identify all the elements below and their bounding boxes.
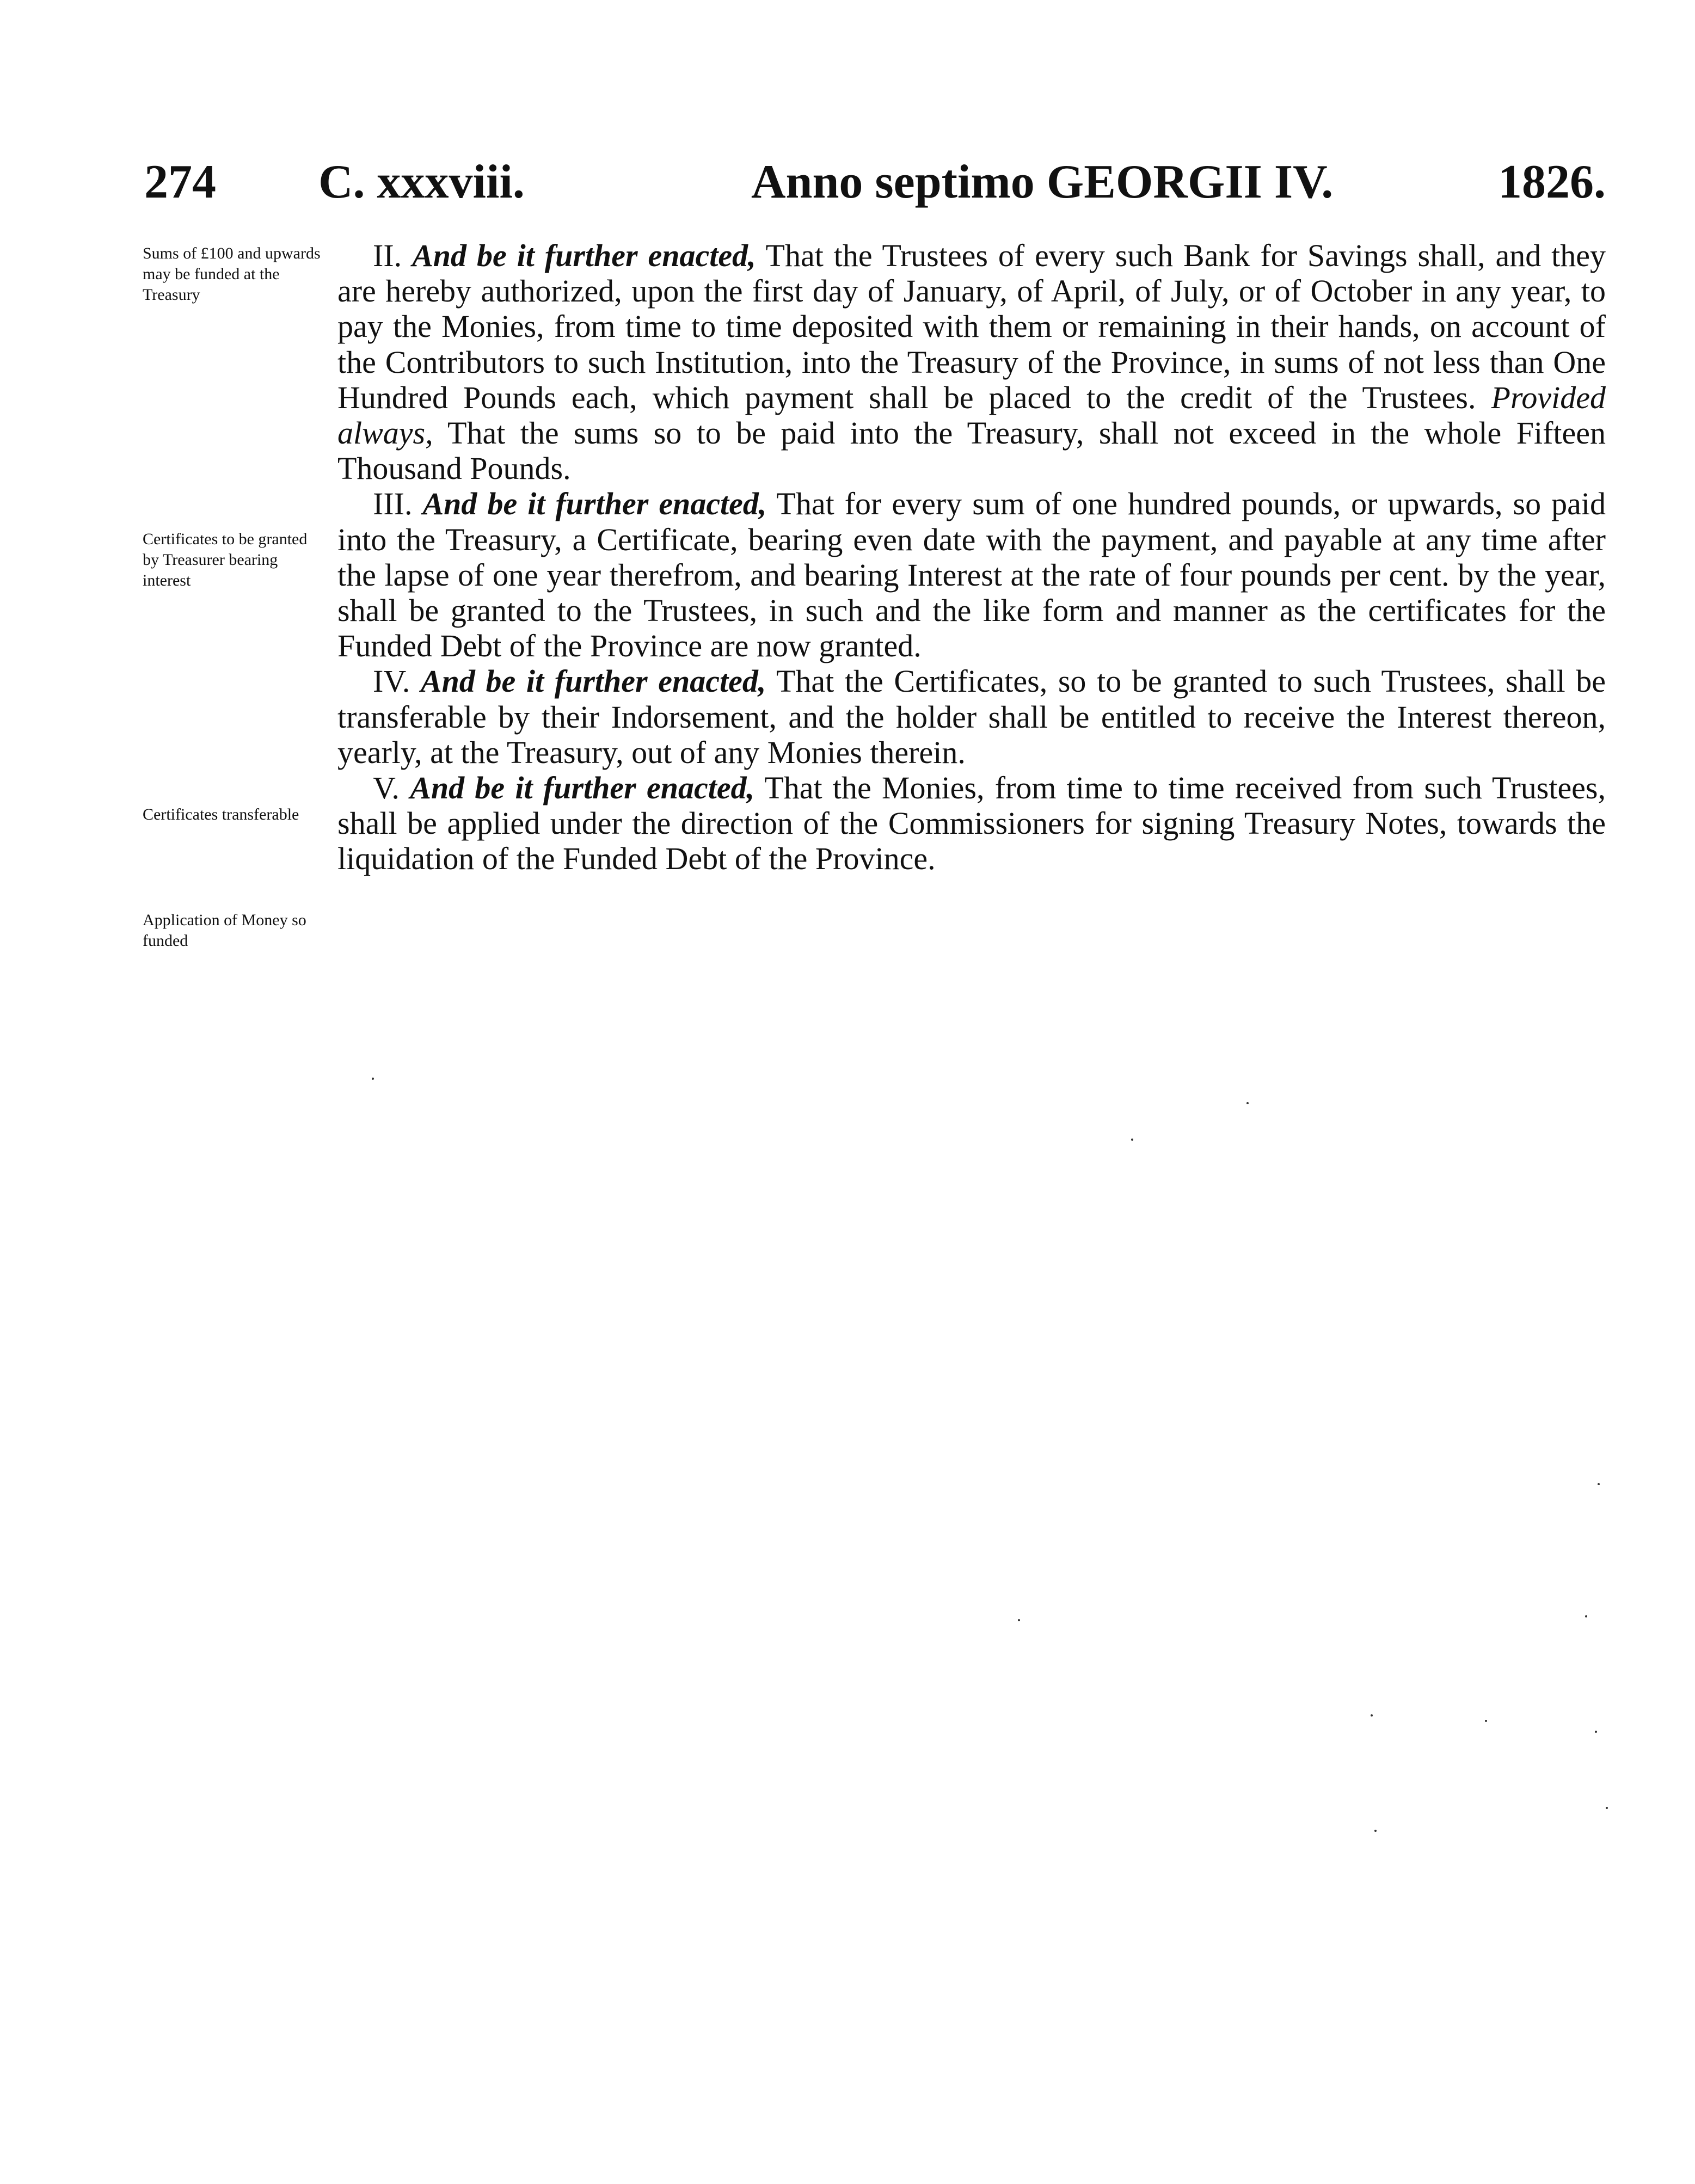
section-v [337, 770, 1606, 877]
speck [1485, 1720, 1487, 1722]
section-text: That the Monies, from time to time received from such Trustees, shall be applied under the direction of the Commissioners for signing Treasury Notes, towards the liquidation of the Funded Debt of the Province. [337, 770, 1606, 877]
section-iii [337, 486, 1606, 663]
speck [1598, 1483, 1600, 1485]
margin-note-transferable: Certificates transferable [143, 805, 299, 823]
section-number: IV. [373, 663, 410, 699]
enacting-clause: And be it further enacted, [410, 770, 755, 806]
proviso: Provided always, [337, 379, 1606, 451]
enacting-clause: And be it further enacted, [420, 663, 766, 699]
section-number: II. [373, 238, 402, 273]
speck [1018, 1619, 1020, 1621]
page-number: 274 [144, 156, 216, 208]
speck [1131, 1139, 1133, 1141]
speck [1595, 1731, 1597, 1733]
section-text: That the Certificates, so to be granted to such Trustees, shall be transferable by their Indorsement, and the holder shall be entitled to receive the Interest thereon, yearly, at the Treasury, out of any Monies therein. [337, 663, 1606, 770]
chapter-number: C. xxxviii. [318, 156, 525, 208]
speck [1585, 1615, 1587, 1617]
speck [372, 1078, 374, 1080]
speck [1371, 1714, 1373, 1717]
running-title: Anno septimo GEORGII IV. [751, 156, 1334, 208]
statute-body [337, 238, 1606, 877]
margin-note-certificates: Certificates to be granted by Treasurer bearing interest [143, 530, 308, 589]
section-text: That the Trustees of every such Bank for Savings shall, and they are hereby authorized, upon the first day of January, of April, of July, or of October in any year, to pay the Monies, from time to time deposited with them or remaining in their hands, on account of the Contributors to such Institution, into the Treasury of the Province, in sums of not less than One Hundred Pounds each, which payment shall be placed to the credit of the Trustees. [337, 238, 1606, 415]
section-ii [337, 238, 1606, 486]
enacting-clause: And be it further enacted, [412, 238, 756, 273]
year: 1826. [1498, 156, 1606, 208]
section-number: V. [373, 770, 400, 806]
section-number: III. [373, 486, 413, 522]
speck [1606, 1807, 1608, 1809]
speck [1246, 1102, 1249, 1104]
section-text-continued: That the sums so to be paid into the Treasury, shall not exceed in the whole Fifteen Thousand Pounds. [337, 415, 1606, 487]
page-header [144, 152, 1606, 212]
section-iv [337, 663, 1606, 770]
enacting-clause: And be it further enacted, [422, 486, 767, 522]
margin-note-funding: Sums of £100 and upwards may be funded at the Treasury [143, 244, 321, 304]
speck [1374, 1830, 1377, 1832]
section-text: That for every sum of one hundred pounds, or upwards, so paid into the Treasury, a Certificate, bearing even date with the payment, and payable at any time after the lapse of one year therefrom, and bearing Interest at the rate of four pounds per cent. by the year, shall be granted to the Trustees, in such and the like form and manner as the certificates for the Funded Debt of the Province are now granted. [337, 486, 1606, 664]
margin-note-application: Application of Money so funded [143, 911, 306, 950]
